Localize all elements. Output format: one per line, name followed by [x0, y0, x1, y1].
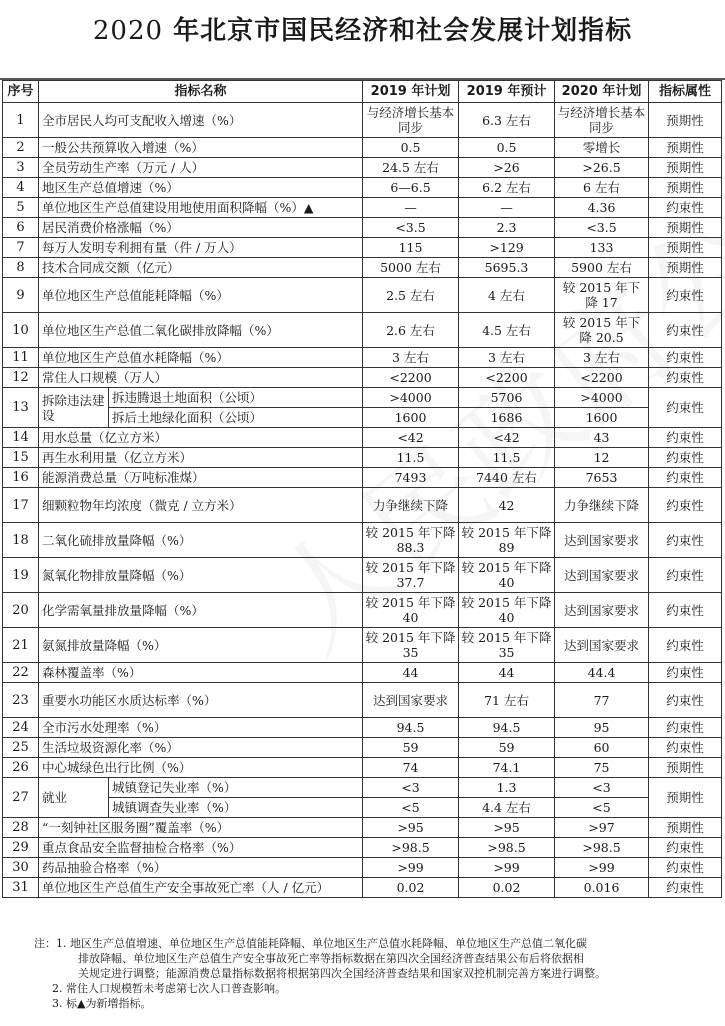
- attribute: 约束性: [649, 718, 722, 738]
- plan-2019: <5: [363, 798, 459, 818]
- attribute: 预期性: [649, 758, 722, 778]
- title-text: 年北京市国民经济和社会发展计划指标: [163, 16, 633, 46]
- plan-2019: 6—6.5: [363, 178, 459, 198]
- estimate-2019: 1686: [459, 408, 555, 428]
- header-attribute: 指标属性: [649, 81, 722, 103]
- plan-2020: >99: [555, 858, 649, 878]
- plan-2020: 达到国家要求: [555, 558, 649, 593]
- note-2: 2. 常住人口规模暂未考虑第七次人口普查影响。: [52, 982, 286, 995]
- plan-2020: 60: [555, 738, 649, 758]
- row-number: 7: [3, 238, 39, 258]
- plan-2020: 75: [555, 758, 649, 778]
- plan-2020: 1600: [555, 408, 649, 428]
- plan-2020: 44.4: [555, 663, 649, 683]
- table-row: [3, 178, 722, 198]
- attribute: 约束性: [649, 468, 722, 488]
- table-row: [3, 468, 722, 488]
- attribute: 约束性: [649, 838, 722, 858]
- estimate-2019: 6.2 左右: [459, 178, 555, 198]
- page-title: [0, 10, 725, 47]
- plan-2019: 较 2015 年下降 35: [363, 628, 459, 663]
- table-row: [3, 218, 722, 238]
- estimate-2019: 94.5: [459, 718, 555, 738]
- plan-2020: 43: [555, 428, 649, 448]
- estimate-2019: 59: [459, 738, 555, 758]
- table-row: [3, 278, 722, 313]
- table-row: [3, 368, 722, 388]
- plan-2019: 0.5: [363, 138, 459, 158]
- attribute: 约束性: [649, 878, 722, 898]
- table-row: [3, 628, 722, 663]
- plan-2019: 7493: [363, 468, 459, 488]
- plan-2020: <5: [555, 798, 649, 818]
- plan-2019: 44: [363, 663, 459, 683]
- row-number: 19: [3, 558, 39, 593]
- row-number: 11: [3, 348, 39, 368]
- attribute: 约束性: [649, 558, 722, 593]
- plan-2020: 5900 左右: [555, 258, 649, 278]
- plan-2020: 3 左右: [555, 348, 649, 368]
- estimate-2019: 71 左右: [459, 683, 555, 718]
- table-row: [3, 838, 722, 858]
- indicator-name: 地区生产总值增速（%）: [39, 178, 363, 198]
- estimate-2019: >129: [459, 238, 555, 258]
- plan-2020: <2200: [555, 368, 649, 388]
- attribute: 约束性: [649, 313, 722, 348]
- estimate-2019: 42: [459, 488, 555, 523]
- row-number: 6: [3, 218, 39, 238]
- plan-2020: 7653: [555, 468, 649, 488]
- plan-2020: 较 2015 年下降 17: [555, 278, 649, 313]
- attribute: 约束性: [649, 663, 722, 683]
- attribute: 约束性: [649, 738, 722, 758]
- header-no: 序号: [3, 81, 39, 103]
- plan-2020: 零增长: [555, 138, 649, 158]
- indicator-name: 技术合同成交额（亿元）: [39, 258, 363, 278]
- estimate-2019: 4 左右: [459, 278, 555, 313]
- estimate-2019: 6.3 左右: [459, 103, 555, 138]
- attribute: 预期性: [649, 818, 722, 838]
- table-row: [3, 488, 722, 523]
- indicator-name: 药品抽验合格率（%）: [39, 858, 363, 878]
- estimate-2019: 44: [459, 663, 555, 683]
- title-year: 2020: [92, 16, 164, 46]
- plan-2019: 2.5 左右: [363, 278, 459, 313]
- estimate-2019: <42: [459, 428, 555, 448]
- row-number: 13: [3, 388, 39, 428]
- attribute: 预期性: [649, 218, 722, 238]
- plan-2020: 达到国家要求: [555, 523, 649, 558]
- attribute: 约束性: [649, 488, 722, 523]
- plan-2019: 达到国家要求: [363, 683, 459, 718]
- attribute: 预期性: [649, 138, 722, 158]
- indicator-name: 能源消费总量（万吨标准煤）: [39, 468, 363, 488]
- indicator-name: 居民消费价格涨幅（%）: [39, 218, 363, 238]
- indicator-name: 森林覆盖率（%）: [39, 663, 363, 683]
- table-row: [3, 103, 722, 138]
- row-number: 17: [3, 488, 39, 523]
- indicator-name: 城镇登记失业率（%）: [109, 778, 363, 798]
- table-header-row: [3, 81, 722, 103]
- indicator-name: 再生水利用量（亿立方米）: [39, 448, 363, 468]
- attribute: 约束性: [649, 628, 722, 663]
- header-plan-2020: 2020 年计划: [555, 81, 649, 103]
- indicator-name: 拆后土地绿化面积（公顷）: [109, 408, 363, 428]
- estimate-2019: 0.5: [459, 138, 555, 158]
- table-row: [3, 738, 722, 758]
- indicator-name: 全市居民人均可支配收入增速（%）: [39, 103, 363, 138]
- indicator-name: 城镇调查失业率（%）: [109, 798, 363, 818]
- indicator-name: 单位地区生产总值水耗降幅（%）: [39, 348, 363, 368]
- plan-2019: 较 2015 年下降 37.7: [363, 558, 459, 593]
- indicator-name: 重点食品安全监督抽检合格率（%）: [39, 838, 363, 858]
- plan-2019: <2200: [363, 368, 459, 388]
- plan-2019: 1600: [363, 408, 459, 428]
- indicator-table: [2, 80, 722, 898]
- row-number: 15: [3, 448, 39, 468]
- table-row: [3, 858, 722, 878]
- estimate-2019: 1.3: [459, 778, 555, 798]
- plan-2020: 4.36: [555, 198, 649, 218]
- header-plan-2019: 2019 年计划: [363, 81, 459, 103]
- attribute: 预期性: [649, 238, 722, 258]
- plan-2019: <3.5: [363, 218, 459, 238]
- plan-2019: 94.5: [363, 718, 459, 738]
- estimate-2019: 5695.3: [459, 258, 555, 278]
- table-row: [3, 348, 722, 368]
- plan-2019: 力争继续下降: [363, 488, 459, 523]
- row-number: 2: [3, 138, 39, 158]
- attribute: 约束性: [649, 428, 722, 448]
- attribute: 约束性: [649, 858, 722, 878]
- table-row: [3, 258, 722, 278]
- plan-2019: 3 左右: [363, 348, 459, 368]
- estimate-2019: 5706: [459, 388, 555, 408]
- plan-2019: 2.6 左右: [363, 313, 459, 348]
- estimate-2019: >99: [459, 858, 555, 878]
- row-number: 18: [3, 523, 39, 558]
- plan-2019: 24.5 左右: [363, 158, 459, 178]
- notes-label: 注：: [34, 937, 56, 950]
- table-row: [3, 818, 722, 838]
- plan-2020: >98.5: [555, 838, 649, 858]
- plan-2020: <3: [555, 778, 649, 798]
- group-name: 拆除违法建设: [39, 388, 109, 428]
- estimate-2019: 4.5 左右: [459, 313, 555, 348]
- estimate-2019: 7440 左右: [459, 468, 555, 488]
- row-number: 8: [3, 258, 39, 278]
- attribute: 约束性: [649, 198, 722, 218]
- plan-2019: —: [363, 198, 459, 218]
- row-number: 14: [3, 428, 39, 448]
- row-number: 12: [3, 368, 39, 388]
- plan-2020: 133: [555, 238, 649, 258]
- plan-2019: 115: [363, 238, 459, 258]
- attribute: 约束性: [649, 683, 722, 718]
- row-number: 9: [3, 278, 39, 313]
- table-row: [3, 523, 722, 558]
- indicator-name: “一刻钟社区服务圈”覆盖率（%）: [39, 818, 363, 838]
- estimate-2019: 较 2015 年下降 40: [459, 558, 555, 593]
- estimate-2019: 较 2015 年下降 89: [459, 523, 555, 558]
- estimate-2019: 0.02: [459, 878, 555, 898]
- row-number: 10: [3, 313, 39, 348]
- note-3: 3. 标▲为新增指标。: [52, 997, 152, 1010]
- estimate-2019: >26: [459, 158, 555, 178]
- row-number: 24: [3, 718, 39, 738]
- row-number: 5: [3, 198, 39, 218]
- indicator-name: 单位地区生产总值建设用地使用面积降幅（%）▲: [39, 198, 363, 218]
- plan-2020: 达到国家要求: [555, 593, 649, 628]
- indicator-name: 单位地区生产总值生产安全事故死亡率（人 / 亿元）: [39, 878, 363, 898]
- table-row: [3, 138, 722, 158]
- attribute: 预期性: [649, 258, 722, 278]
- indicator-name: 二氧化硫排放量降幅（%）: [39, 523, 363, 558]
- group-name: 就业: [39, 778, 109, 818]
- indicator-name: 细颗粒物年均浓度（微克 / 立方米）: [39, 488, 363, 523]
- attribute: 约束性: [649, 448, 722, 468]
- row-number: 23: [3, 683, 39, 718]
- estimate-2019: >95: [459, 818, 555, 838]
- row-number: 16: [3, 468, 39, 488]
- attribute: 约束性: [649, 523, 722, 558]
- table-row: [3, 778, 722, 798]
- plan-2020: >26.5: [555, 158, 649, 178]
- estimate-2019: 较 2015 年下降 35: [459, 628, 555, 663]
- row-number: 26: [3, 758, 39, 778]
- plan-2019: 5000 左右: [363, 258, 459, 278]
- row-number: 31: [3, 878, 39, 898]
- plan-2020: 6 左右: [555, 178, 649, 198]
- estimate-2019: 11.5: [459, 448, 555, 468]
- attribute: 约束性: [649, 368, 722, 388]
- plan-2020: 0.016: [555, 878, 649, 898]
- row-number: 3: [3, 158, 39, 178]
- note-1-line-3: 关规定进行调整；能源消费总量指标数据将根据第四次全国经济普查结果和国家双控机制完善方案进行调整。: [78, 967, 606, 980]
- indicator-name: 氮氧化物排放量降幅（%）: [39, 558, 363, 593]
- plan-2019: >4000: [363, 388, 459, 408]
- table-row: [3, 593, 722, 628]
- table-row: [3, 558, 722, 593]
- table-row: [3, 683, 722, 718]
- attribute: 约束性: [649, 388, 722, 428]
- plan-2020: >97: [555, 818, 649, 838]
- indicator-name: 化学需氧量排放量降幅（%）: [39, 593, 363, 628]
- plan-2019: 59: [363, 738, 459, 758]
- indicator-name: 生活垃圾资源化率（%）: [39, 738, 363, 758]
- plan-2020: 12: [555, 448, 649, 468]
- row-number: 1: [3, 103, 39, 138]
- table-row: [3, 408, 722, 428]
- indicator-name: 常住人口规模（万人）: [39, 368, 363, 388]
- row-number: 4: [3, 178, 39, 198]
- plan-2019: 0.02: [363, 878, 459, 898]
- estimate-2019: —: [459, 198, 555, 218]
- table-row: [3, 238, 722, 258]
- attribute: 预期性: [649, 778, 722, 818]
- estimate-2019: 74.1: [459, 758, 555, 778]
- estimate-2019: 3 左右: [459, 348, 555, 368]
- estimate-2019: <2200: [459, 368, 555, 388]
- note-1-line-1: 1. 地区生产总值增速、单位地区生产总值能耗降幅、单位地区生产总值水耗降幅、单位地区生产总值二氧化碳: [56, 937, 587, 950]
- table-row: [3, 798, 722, 818]
- estimate-2019: 4.4 左右: [459, 798, 555, 818]
- indicator-name: 一般公共预算收入增速（%）: [39, 138, 363, 158]
- plan-2019: 较 2015 年下降 88.3: [363, 523, 459, 558]
- indicator-name: 用水总量（亿立方米）: [39, 428, 363, 448]
- indicator-name: 全市污水处理率（%）: [39, 718, 363, 738]
- row-number: 29: [3, 838, 39, 858]
- header-name: 指标名称: [39, 81, 363, 103]
- table-row: [3, 158, 722, 178]
- indicator-name: 氨氮排放量降幅（%）: [39, 628, 363, 663]
- attribute: 预期性: [649, 178, 722, 198]
- attribute: 预期性: [649, 103, 722, 138]
- plan-2019: 11.5: [363, 448, 459, 468]
- table-row: [3, 198, 722, 218]
- indicator-name: 中心城绿色出行比例（%）: [39, 758, 363, 778]
- attribute: 约束性: [649, 278, 722, 313]
- table-row: [3, 663, 722, 683]
- table-row: [3, 313, 722, 348]
- indicator-name: 全员劳动生产率（万元 / 人）: [39, 158, 363, 178]
- indicator-name: 每万人发明专利拥有量（件 / 万人）: [39, 238, 363, 258]
- plan-2020: >4000: [555, 388, 649, 408]
- table-row: [3, 718, 722, 738]
- row-number: 30: [3, 858, 39, 878]
- header-estimate-2019: 2019 年预计: [459, 81, 555, 103]
- indicator-name: 单位地区生产总值能耗降幅（%）: [39, 278, 363, 313]
- table-row: [3, 758, 722, 778]
- attribute: 约束性: [649, 348, 722, 368]
- plan-2019: <3: [363, 778, 459, 798]
- plan-2019: 较 2015 年下降 40: [363, 593, 459, 628]
- table-row: [3, 878, 722, 898]
- plan-2019: 与经济增长基本同步: [363, 103, 459, 138]
- indicator-name: 重要水功能区水质达标率（%）: [39, 683, 363, 718]
- table-row: [3, 388, 722, 408]
- row-number: 21: [3, 628, 39, 663]
- plan-2019: >99: [363, 858, 459, 878]
- plan-2019: >95: [363, 818, 459, 838]
- indicator-name: 单位地区生产总值二氧化碳排放降幅（%）: [39, 313, 363, 348]
- row-number: 28: [3, 818, 39, 838]
- plan-2020: 与经济增长基本同步: [555, 103, 649, 138]
- plan-2019: <42: [363, 428, 459, 448]
- table-body: [3, 103, 722, 898]
- estimate-2019: 2.3: [459, 218, 555, 238]
- row-number: 25: [3, 738, 39, 758]
- plan-2020: 95: [555, 718, 649, 738]
- estimate-2019: >98.5: [459, 838, 555, 858]
- plan-2019: >98.5: [363, 838, 459, 858]
- estimate-2019: 较 2015 年下降 40: [459, 593, 555, 628]
- plan-2020: 较 2015 年下降 20.5: [555, 313, 649, 348]
- row-number: 27: [3, 778, 39, 818]
- plan-2020: <3.5: [555, 218, 649, 238]
- table-row: [3, 428, 722, 448]
- plan-2019: 74: [363, 758, 459, 778]
- footnotes: [34, 936, 714, 1011]
- row-number: 22: [3, 663, 39, 683]
- attribute: 约束性: [649, 593, 722, 628]
- plan-2020: 达到国家要求: [555, 628, 649, 663]
- attribute: 预期性: [649, 158, 722, 178]
- indicator-name: 拆违腾退土地面积（公顷）: [109, 388, 363, 408]
- table-row: [3, 448, 722, 468]
- plan-2020: 力争继续下降: [555, 488, 649, 523]
- plan-2020: 77: [555, 683, 649, 718]
- row-number: 20: [3, 593, 39, 628]
- note-1-line-2: 排放降幅、单位地区生产总值生产安全事故死亡率等指标数据在第四次全国经济普查结果公布后将依据相: [78, 952, 584, 965]
